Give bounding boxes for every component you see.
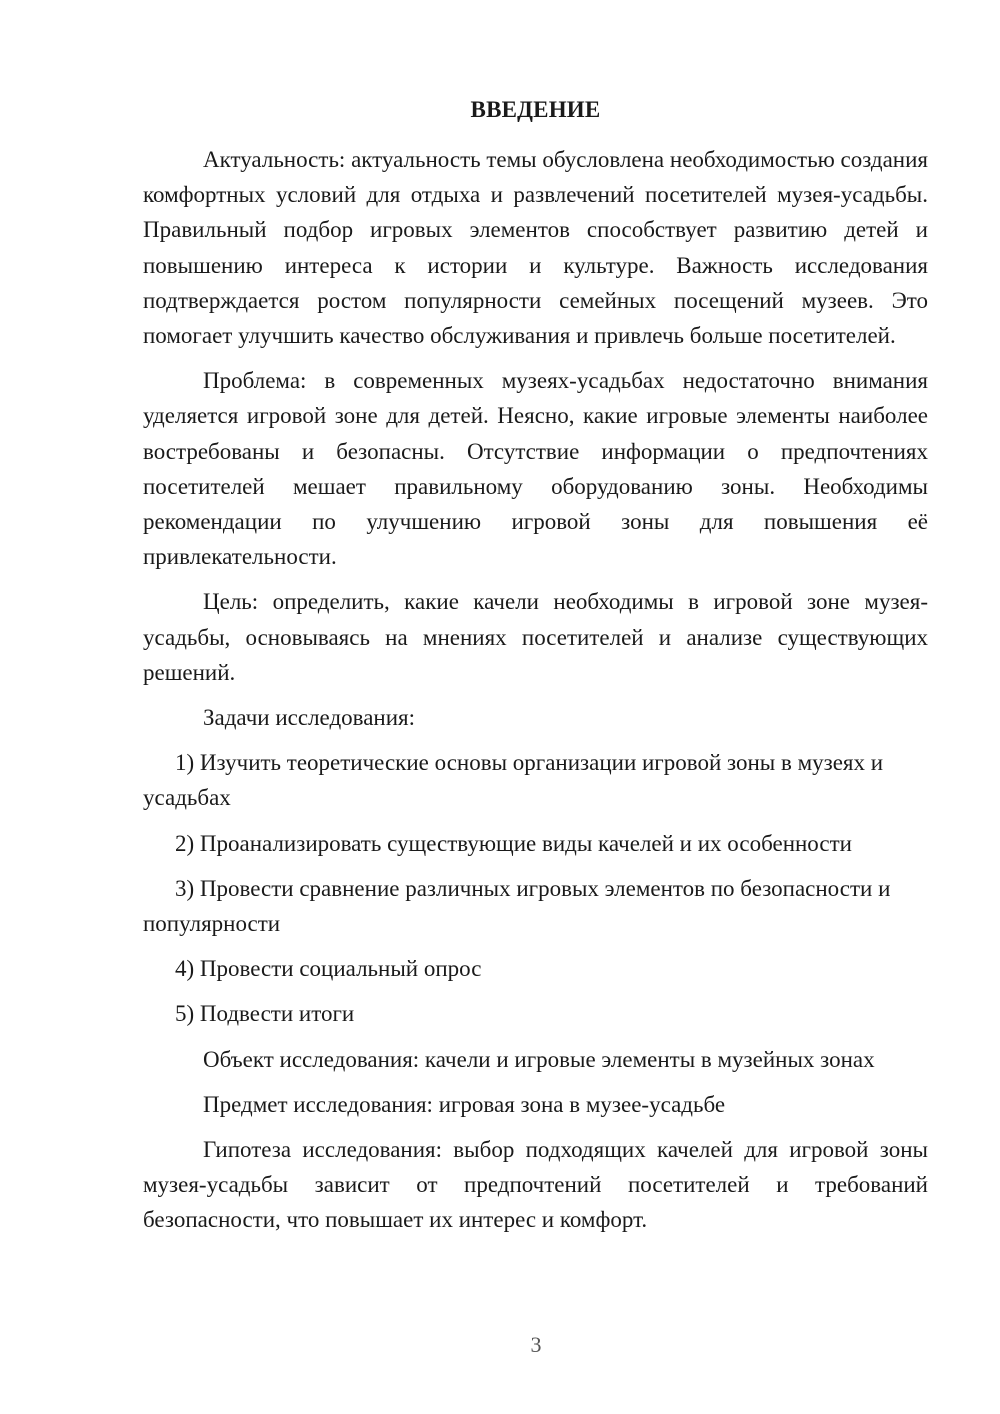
task-item: 2) Проанализировать существующие виды качелей и их особенности bbox=[175, 830, 852, 856]
page-number: 3 bbox=[530, 1332, 542, 1357]
problem-paragraph: Проблема: в современных музеях-усадьбах недостаточно внимания уделяется игровой зоне для детей. Неясно, какие игровые элементы наиболее востребованы и безопасны. Отсутствие информации о предпочтениях посетителей мешает правильному оборудованию зоны. Необходимы рекомендации по улучшению игровой зоны для повышения её привлекательности. bbox=[143, 368, 928, 570]
task-item: 3) Провести сравнение различных игровых элементов по безопасности и популярности bbox=[143, 875, 891, 937]
object-paragraph: Объект исследования: качели и игровые элементы в музейных зонах bbox=[203, 1046, 875, 1072]
goal-paragraph: Цель: определить, какие качели необходимы в игровой зоне музея-усадьбы, основываясь на мнениях посетителей и анализе существующих решений. bbox=[143, 589, 928, 685]
document-body bbox=[143, 92, 928, 1248]
task-item: 1) Изучить теоретические основы организации игровой зоны в музеях и усадьбах bbox=[143, 750, 884, 811]
page-title: ВВЕДЕНИЕ bbox=[470, 97, 601, 122]
tasks-list bbox=[143, 745, 928, 1031]
hypothesis-paragraph: Гипотеза исследования: выбор подходящих качелей для игровой зоны музея-усадьбы зависит от предпочтений посетителей и требований безопасности, что повышает их интерес и комфорт. bbox=[143, 1137, 928, 1233]
tasks-label: Задачи исследования: bbox=[203, 705, 416, 731]
subject-paragraph: Предмет исследования: игровая зона в музее-усадьбе bbox=[203, 1091, 726, 1117]
task-item: 5) Подвести итоги bbox=[175, 1001, 355, 1027]
task-item: 4) Провести социальный опрос bbox=[175, 956, 482, 982]
relevance-paragraph: Актуальность: актуальность темы обусловлена необходимостью создания комфортных условий для отдыха и развлечений посетителей музея-усадьбы. Правильный подбор игровых элементов способствует развитию детей и повышению интереса к истории и культуре. Важность исследования подтверждается ростом популярности семейных посещений музеев. Это помогает улучшить качество обслуживания и привлечь больше посетителей. bbox=[143, 147, 929, 349]
